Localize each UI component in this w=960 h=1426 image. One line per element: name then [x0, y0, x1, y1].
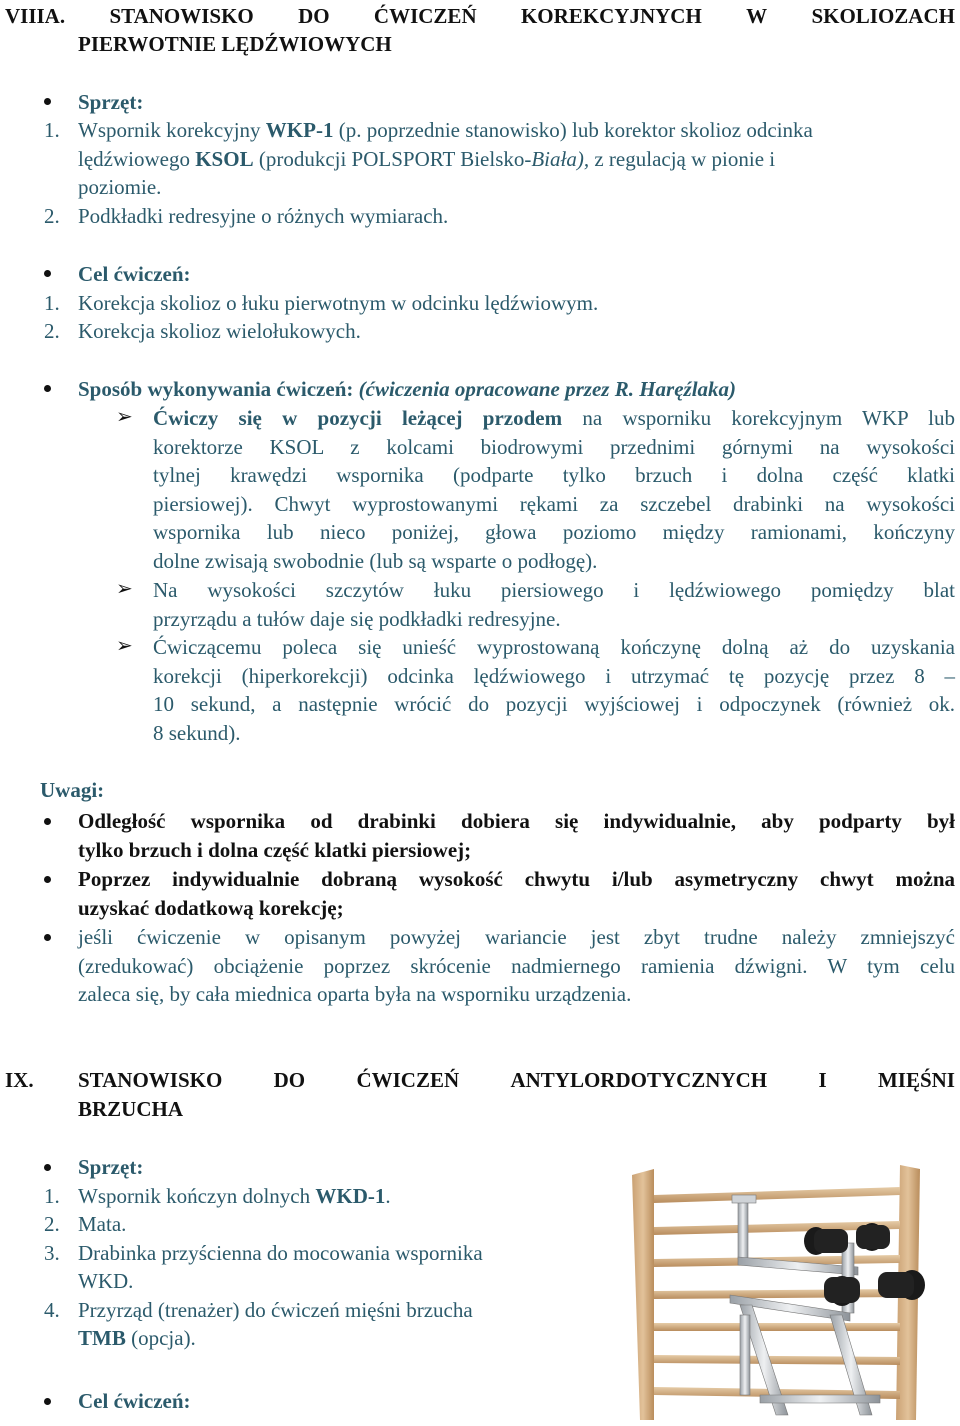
- arrow-bullet-icon: ➢: [116, 406, 133, 428]
- arrow-bullet-icon: ➢: [116, 635, 133, 657]
- title-word: KOREKCYJNYCH: [520, 4, 702, 28]
- step-1-rest: na wsporniku korekcyjnym WKP lub: [562, 406, 955, 430]
- title-word: SKOLIOZACH: [811, 4, 955, 28]
- step-3-line1: Ćwiczącemu poleca się unieść wyprostowaną kończynę dolną aż do uzyskania: [153, 635, 955, 659]
- section-8-number: VIIIA.: [5, 4, 66, 28]
- goal-item-1: Korekcja skolioz o łuku pierwotnym w odcinku lędźwiowym.: [78, 291, 599, 315]
- equipment-item-1-model: WKP-1: [265, 118, 334, 142]
- note-2-line1: Poprzez indywidualnie dobraną wysokość chwytu i/lub asymetryczny chwyt można: [78, 867, 955, 891]
- method-label: Sposób wykonywania ćwiczeń:: [78, 377, 354, 401]
- section-9-title-line2: BRZUCHA: [78, 1097, 184, 1121]
- step-1-line3: tylnej krawędzi wspornika (podparte tylko brzuch i dolna część klatki: [153, 463, 955, 487]
- goal-label: Cel ćwiczeń:: [78, 262, 191, 286]
- note-3-line3: zaleca się, by cała miednica oparta była na wsporniku urządzenia.: [78, 982, 632, 1006]
- step-1-line6: dolne zwisają swobodnie (lub są wsparte o podłogę).: [153, 549, 598, 573]
- text-span: (produkcji POLSPORT Bielsko-: [253, 147, 532, 171]
- text-span: Biała),: [531, 147, 590, 171]
- note-3-line2: (zredukować) obciążenie poprzez skrócenie nadmiernego ramienia dźwigni. W tym celu: [78, 954, 955, 978]
- step-1-line1: [153, 404, 955, 432]
- method-note: (ćwiczenia opracowane przez R. Haręźlaka): [358, 377, 737, 401]
- section-9-title: [78, 1066, 955, 1094]
- text-span: lędźwiowego: [78, 147, 196, 171]
- note-1-line1: Odległość wspornika od drabinki dobiera się indywidualnie, aby podparty był: [78, 809, 955, 833]
- bullet-icon: [44, 1164, 51, 1171]
- equipment-item-1-text-rest: (p. poprzednie stanowisko) lub korektor skolioz odcinka: [333, 118, 813, 142]
- note-1-line2: tylko brzuch i dolna część klatki piersiowej;: [78, 838, 472, 862]
- text-span: .: [385, 1184, 391, 1208]
- list-number: 3.: [44, 1241, 60, 1265]
- list-number: 4.: [44, 1298, 60, 1322]
- list-number: 1.: [44, 291, 60, 315]
- device-illustration: [610, 1165, 955, 1420]
- bullet-icon: [44, 385, 51, 392]
- model-name: TMB: [78, 1326, 126, 1350]
- title-word: DO: [273, 1068, 306, 1092]
- title-word: ANTYLORDOTYCZNYCH: [510, 1068, 768, 1092]
- bullet-icon: [44, 934, 51, 941]
- bullet-icon: [44, 270, 51, 277]
- notes-label: Uwagi:: [40, 778, 105, 802]
- list-number: 2.: [44, 1212, 60, 1236]
- step-2-line1: Na wysokości szczytów łuku piersiowego i lędźwiowego pomiędzy blat: [153, 578, 955, 602]
- list-number: 2.: [44, 204, 60, 228]
- bullet-icon: [44, 876, 51, 883]
- text-span: Wspornik kończyn dolnych: [78, 1184, 316, 1208]
- equipment-item-2: Mata.: [78, 1212, 127, 1236]
- wall-bars-with-leg-support-photo: [610, 1165, 955, 1420]
- title-word: W: [746, 4, 768, 28]
- note-3-line1: jeśli ćwiczenie w opisanym powyżej wariancie jest zbyt trudne należy zmniejszyć: [78, 925, 955, 949]
- step-2-line2: przyrządu a tułów daje się podkładki redresyjne.: [153, 607, 561, 631]
- model-name: WKD-1: [315, 1184, 386, 1208]
- step-1-bold: Ćwiczy się w pozycji leżącej przodem: [153, 406, 563, 430]
- equipment-item-1-line2: [78, 145, 775, 173]
- bullet-icon: [44, 1398, 51, 1405]
- list-number: 2.: [44, 319, 60, 343]
- title-word: STANOWISKO: [109, 4, 254, 28]
- step-1-line2: korektorze KSOL z kolcami biodrowymi przednimi górnymi na wysokości: [153, 435, 955, 459]
- equipment-item-3: Drabinka przyścienna do mocowania wspornika: [78, 1241, 483, 1265]
- bullet-icon: [44, 818, 51, 825]
- goal-label: Cel ćwiczeń:: [78, 1389, 191, 1413]
- section-9-number: IX.: [5, 1068, 34, 1092]
- title-word: STANOWISKO: [78, 1068, 223, 1092]
- equipment-item-2: Podkładki redresyjne o różnych wymiarach.: [78, 204, 449, 228]
- bullet-icon: [44, 98, 51, 105]
- title-word: ĆWICZEŃ: [356, 1068, 460, 1092]
- step-1-line5: wspornika lub nieco poniżej, głowa poziomo między ramionami, kończyny: [153, 520, 955, 544]
- title-word: ĆWICZEŃ: [373, 4, 477, 28]
- section-8-title-line2: PIERWOTNIE LĘDŹWIOWYCH: [78, 32, 392, 56]
- goal-item-2: Korekcja skolioz wielołukowych.: [78, 319, 361, 343]
- equipment-item-1: [78, 1182, 391, 1210]
- title-word: I: [818, 1068, 827, 1092]
- equipment-item-3-line2: WKD.: [78, 1269, 134, 1293]
- model-name: KSOL: [195, 147, 254, 171]
- title-word: DO: [298, 4, 330, 28]
- equipment-label: Sprzęt:: [78, 90, 144, 114]
- text-span: (opcja).: [125, 1326, 196, 1350]
- wall-bar-left-rail: [632, 1169, 654, 1420]
- equipment-item-1-line3: poziomie.: [78, 175, 162, 199]
- step-3-line2: korekcji (hiperkorekcji) odcinka lędźwiowego i utrzymać tę pozycję przez 8 –: [153, 664, 955, 688]
- arrow-bullet-icon: ➢: [116, 578, 133, 600]
- equipment-item-4: Przyrząd (trenażer) do ćwiczeń mięśni brzucha: [78, 1298, 473, 1322]
- equipment-item-1-text: Wspornik korekcyjny: [78, 118, 266, 142]
- equipment-item-4-line2: [78, 1324, 196, 1352]
- title-word: MIĘŚNI: [877, 1068, 955, 1092]
- list-number: 1.: [44, 118, 60, 142]
- step-3-line4: 8 sekund).: [153, 721, 241, 745]
- equipment-label: Sprzęt:: [78, 1155, 144, 1179]
- step-3-line3: 10 sekund, a następnie wrócić do pozycji wyjściowej i odpoczynek (również ok.: [153, 692, 955, 716]
- step-1-line4: piersiowej). Chwyt wyprostowanymi rękami za szczebel drabinki na wysokości: [153, 492, 955, 516]
- section-8-title: [5, 2, 955, 30]
- method-label-line: [78, 375, 736, 403]
- text-span: z regulacją w pionie i: [589, 147, 776, 171]
- equipment-item-1: [78, 116, 813, 144]
- list-number: 1.: [44, 1184, 60, 1208]
- note-2-line2: uzyskać dodatkową korekcję;: [78, 896, 344, 920]
